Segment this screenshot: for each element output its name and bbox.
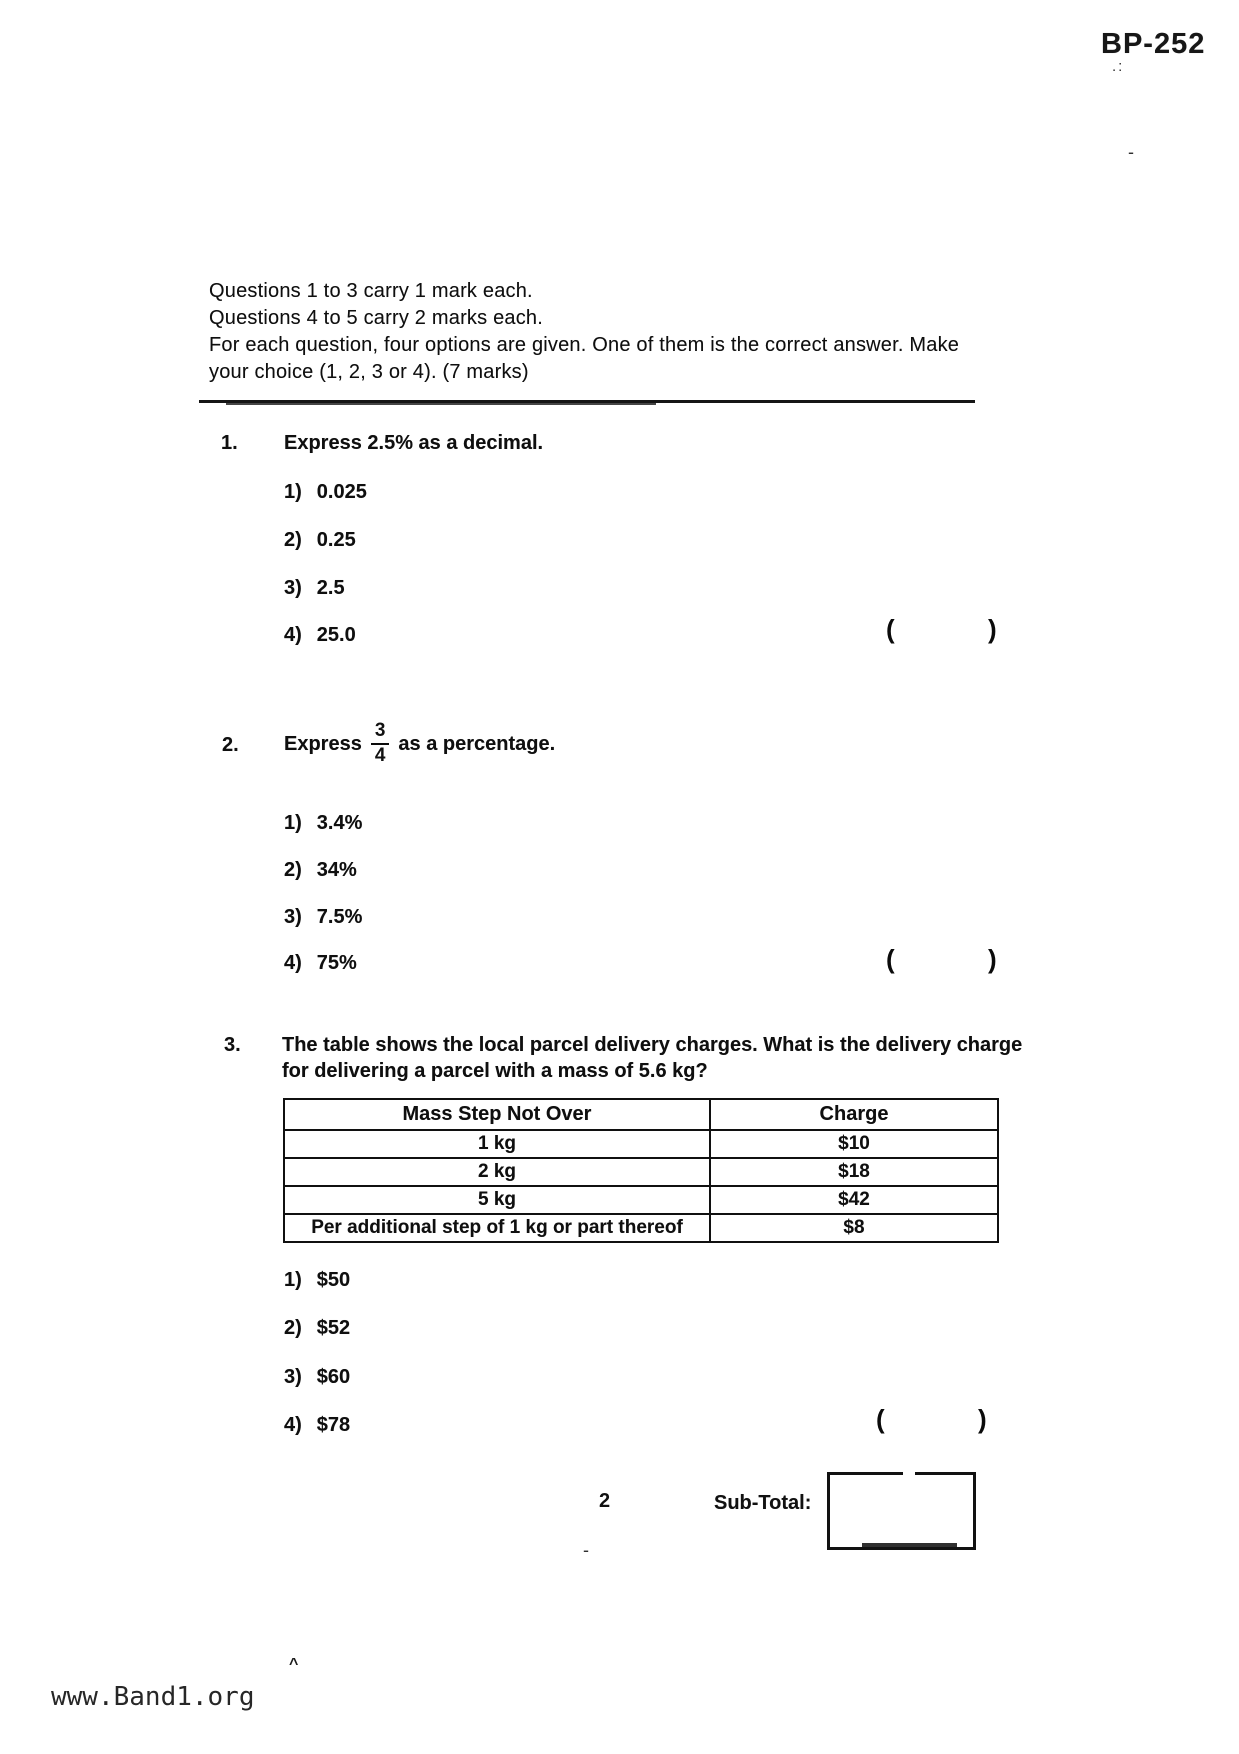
option-label: 1) <box>284 1269 302 1291</box>
question-3-text-line1: The table shows the local parcel delivery charges. What is the delivery charge <box>282 1034 1023 1056</box>
option-value: 34% <box>316 859 357 881</box>
question-1-option-3 <box>284 577 345 600</box>
question-2-text-suffix: as a percentage. <box>398 732 556 755</box>
option-label: 1) <box>284 812 302 834</box>
table-row <box>284 1130 998 1158</box>
option-label: 4) <box>284 952 302 974</box>
question-3-option-4 <box>284 1414 350 1437</box>
instructions-line: your choice (1, 2, 3 or 4). (7 marks) <box>209 361 529 383</box>
question-1-text: Express 2.5% as a decimal. <box>284 432 544 454</box>
option-label: 3) <box>284 577 302 599</box>
table-cell-charge: $18 <box>710 1158 998 1186</box>
option-label: 3) <box>284 1366 302 1388</box>
question-2-text <box>284 712 555 776</box>
fraction-three-quarters <box>371 721 390 767</box>
table-cell-charge: $10 <box>710 1130 998 1158</box>
answer-bracket-close-q2: ) <box>988 944 997 974</box>
table-header-charge: Charge <box>710 1099 998 1130</box>
footer-watermark-url: www.Band1.org <box>51 1682 255 1712</box>
fraction-numerator: 3 <box>371 721 390 745</box>
question-1-number: 1. <box>221 432 238 454</box>
instructions-line: Questions 1 to 3 carry 1 mark each. <box>209 280 533 302</box>
option-value: 75% <box>316 952 357 974</box>
scan-speck-caret: ^ <box>289 1656 299 1673</box>
option-value: $52 <box>316 1317 351 1339</box>
question-1-option-1 <box>284 481 367 504</box>
scan-speck-dots: .: <box>1112 58 1125 75</box>
question-2-option-1 <box>284 812 362 835</box>
question-3-option-3 <box>284 1366 350 1389</box>
option-value: 3.4% <box>316 812 363 834</box>
table-cell-mass: 1 kg <box>284 1130 710 1158</box>
subtotal-score-box <box>827 1472 976 1550</box>
option-label: 4) <box>284 624 302 646</box>
option-label: 1) <box>284 481 302 503</box>
subtotal-label: Sub-Total: <box>714 1492 812 1514</box>
option-label: 2) <box>284 859 302 881</box>
instructions-line: For each question, four options are given. One of them is the correct answer. Make <box>209 334 960 356</box>
option-value: $60 <box>316 1366 351 1388</box>
instructions-line: Questions 4 to 5 carry 2 marks each. <box>209 307 544 329</box>
question-2-option-2 <box>284 859 357 882</box>
delivery-charges-table <box>283 1098 999 1243</box>
scan-smudge-box-border <box>862 1543 957 1547</box>
option-value: 25.0 <box>316 624 356 646</box>
question-1-option-2 <box>284 529 356 552</box>
scan-speck-dash-top: - <box>1128 142 1136 162</box>
table-row <box>284 1214 998 1242</box>
table-row <box>284 1158 998 1186</box>
option-value: 2.5 <box>316 577 345 599</box>
table-cell-mass: Per additional step of 1 kg or part thereof <box>284 1214 710 1242</box>
question-2-option-3 <box>284 906 362 929</box>
table-row <box>284 1186 998 1214</box>
answer-bracket-open-q2: ( <box>886 944 895 974</box>
option-value: 0.25 <box>316 529 356 551</box>
instructions-block <box>209 278 959 386</box>
option-value: $50 <box>316 1269 351 1291</box>
answer-bracket-open-q1: ( <box>886 614 895 644</box>
option-value: 0.025 <box>316 481 367 503</box>
question-3-number: 3. <box>224 1034 241 1056</box>
table-cell-charge: $42 <box>710 1186 998 1214</box>
fraction-denominator: 4 <box>374 745 386 766</box>
scan-speck-dash-bottom: - <box>583 1540 591 1560</box>
table-header-row <box>284 1099 998 1130</box>
scan-gap-box-border <box>903 1470 915 1476</box>
option-label: 2) <box>284 1317 302 1339</box>
question-2-number: 2. <box>222 734 239 756</box>
question-1-option-4 <box>284 624 356 647</box>
page-number: 2 <box>599 1490 611 1512</box>
question-2-text-prefix: Express <box>284 732 362 755</box>
question-3-option-2 <box>284 1317 350 1340</box>
answer-bracket-close-q1: ) <box>988 614 997 644</box>
option-label: 3) <box>284 906 302 928</box>
answer-bracket-open-q3: ( <box>876 1404 885 1434</box>
table-header-mass: Mass Step Not Over <box>284 1099 710 1130</box>
option-label: 2) <box>284 529 302 551</box>
option-label: 4) <box>284 1414 302 1436</box>
table-cell-charge: $8 <box>710 1214 998 1242</box>
table-cell-mass: 5 kg <box>284 1186 710 1214</box>
question-3-option-1 <box>284 1269 350 1292</box>
table-cell-mass: 2 kg <box>284 1158 710 1186</box>
option-value: 7.5% <box>316 906 363 928</box>
question-2-option-4 <box>284 952 357 975</box>
answer-bracket-close-q3: ) <box>978 1404 987 1434</box>
question-3-text-line2: for delivering a parcel with a mass of 5.6 kg? <box>282 1060 708 1082</box>
section-divider-smudge <box>226 403 656 405</box>
option-value: $78 <box>316 1414 351 1436</box>
document-code: BP-252 <box>1101 28 1206 60</box>
